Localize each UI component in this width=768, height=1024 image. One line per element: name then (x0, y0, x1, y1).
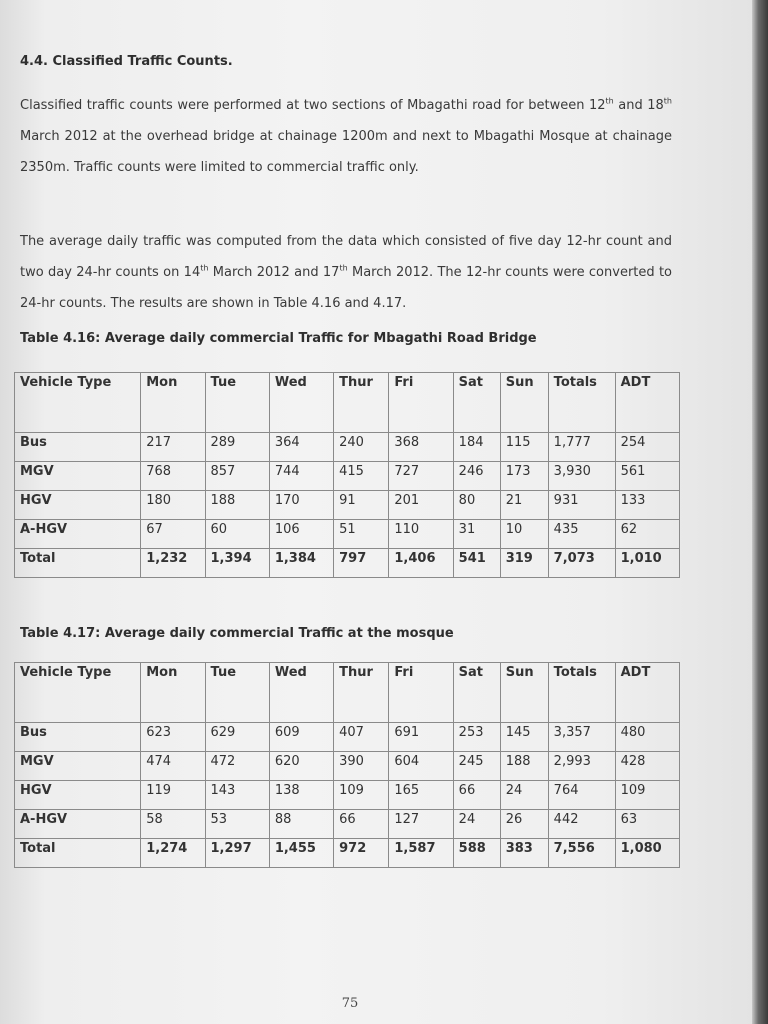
traffic-table-mosque (14, 662, 680, 868)
ordinal-suffix: th (605, 96, 614, 106)
table-cell: 26 (500, 810, 548, 839)
table-cell: 1,406 (389, 549, 453, 578)
table-cell: 109 (615, 781, 679, 810)
table-cell: 143 (205, 781, 269, 810)
table-cell: 629 (205, 723, 269, 752)
table-caption-4-16: Table 4.16: Average daily commercial Traffic for Mbagathi Road Bridge (20, 331, 537, 346)
table-cell: 623 (141, 723, 205, 752)
table-cell: 797 (334, 549, 389, 578)
table-cell: 1,010 (615, 549, 679, 578)
table-header-row (15, 663, 680, 723)
table-cell: 66 (334, 810, 389, 839)
binding-edge (752, 0, 768, 1024)
table-cell: 24 (500, 781, 548, 810)
table-cell: 764 (548, 781, 615, 810)
table-cell: 165 (389, 781, 453, 810)
table-cell: 1,384 (269, 549, 333, 578)
table-cell: 217 (141, 433, 205, 462)
table-cell: 63 (615, 810, 679, 839)
ordinal-suffix: th (200, 263, 209, 273)
table-cell: 245 (453, 752, 500, 781)
table-cell: 3,357 (548, 723, 615, 752)
table-cell: 188 (205, 491, 269, 520)
table-cell: 7,556 (548, 839, 615, 868)
table-cell: 145 (500, 723, 548, 752)
table-cell: 604 (389, 752, 453, 781)
table-cell: 91 (334, 491, 389, 520)
column-header: Thur (334, 373, 389, 433)
paragraph-text: The average daily traffic was computed from the data which consisted of five day 12-hr count and two day 24-hr counts on 14 (20, 234, 672, 280)
table-cell: 407 (334, 723, 389, 752)
paragraph-text: March 2012 and 17 (208, 265, 340, 280)
table-cell: 53 (205, 810, 269, 839)
row-label: Bus (15, 723, 141, 752)
paragraph-classified-counts (20, 90, 672, 183)
paragraph-average-daily-traffic (20, 226, 672, 319)
table-cell: 51 (334, 520, 389, 549)
table-cell: 80 (453, 491, 500, 520)
table-cell: 1,232 (141, 549, 205, 578)
table-cell: 58 (141, 810, 205, 839)
column-header: Wed (269, 663, 333, 723)
table-cell: 442 (548, 810, 615, 839)
column-header: Tue (205, 663, 269, 723)
table-cell: 474 (141, 752, 205, 781)
table-cell: 931 (548, 491, 615, 520)
table-cell: 1,777 (548, 433, 615, 462)
table-cell: 744 (269, 462, 333, 491)
table-cell: 480 (615, 723, 679, 752)
table-row (15, 752, 680, 781)
table-cell: 972 (334, 839, 389, 868)
column-header: Vehicle Type (15, 373, 141, 433)
row-label: Total (15, 839, 141, 868)
column-header: Sun (500, 663, 548, 723)
table-caption-4-17: Table 4.17: Average daily commercial Traffic at the mosque (20, 626, 454, 641)
table-cell: 170 (269, 491, 333, 520)
row-label: MGV (15, 752, 141, 781)
column-header: ADT (615, 373, 679, 433)
table-cell: 768 (141, 462, 205, 491)
table-cell: 541 (453, 549, 500, 578)
table-cell: 390 (334, 752, 389, 781)
section-heading: 4.4. Classified Traffic Counts. (20, 54, 233, 69)
table-cell: 119 (141, 781, 205, 810)
table-header-row (15, 373, 680, 433)
table-cell: 24 (453, 810, 500, 839)
table-row (15, 549, 680, 578)
column-header: Vehicle Type (15, 663, 141, 723)
table-cell: 31 (453, 520, 500, 549)
table-cell: 1,297 (205, 839, 269, 868)
table-cell: 7,073 (548, 549, 615, 578)
table-row (15, 781, 680, 810)
column-header: Tue (205, 373, 269, 433)
table-cell: 115 (500, 433, 548, 462)
paragraph-text: and 18 (613, 98, 664, 113)
row-label: HGV (15, 781, 141, 810)
table-cell: 727 (389, 462, 453, 491)
table-cell: 67 (141, 520, 205, 549)
column-header: Sun (500, 373, 548, 433)
table-cell: 561 (615, 462, 679, 491)
table-cell: 472 (205, 752, 269, 781)
row-label: HGV (15, 491, 141, 520)
column-header: Fri (389, 663, 453, 723)
column-header: Totals (548, 663, 615, 723)
table-cell: 289 (205, 433, 269, 462)
table-cell: 319 (500, 549, 548, 578)
table-row (15, 491, 680, 520)
table-cell: 620 (269, 752, 333, 781)
row-label: MGV (15, 462, 141, 491)
table-cell: 110 (389, 520, 453, 549)
paragraph-text: March 2012 at the overhead bridge at chainage 1200m and next to Mbagathi Mosque at chainage 2350m. Traffic counts were limited to commercial traffic only. (20, 129, 672, 175)
table-cell: 1,455 (269, 839, 333, 868)
table-cell: 1,394 (205, 549, 269, 578)
table-cell: 1,587 (389, 839, 453, 868)
table-row (15, 810, 680, 839)
table-cell: 180 (141, 491, 205, 520)
column-header: Thur (334, 663, 389, 723)
table-cell: 109 (334, 781, 389, 810)
table-cell: 21 (500, 491, 548, 520)
table-cell: 691 (389, 723, 453, 752)
table-cell: 184 (453, 433, 500, 462)
table-cell: 364 (269, 433, 333, 462)
column-header: Sat (453, 373, 500, 433)
table-row (15, 433, 680, 462)
ordinal-suffix: th (339, 263, 348, 273)
column-header: Totals (548, 373, 615, 433)
table-cell: 3,930 (548, 462, 615, 491)
table-cell: 106 (269, 520, 333, 549)
table-cell: 246 (453, 462, 500, 491)
table-cell: 201 (389, 491, 453, 520)
table-cell: 368 (389, 433, 453, 462)
table-cell: 428 (615, 752, 679, 781)
column-header: Mon (141, 663, 205, 723)
table-row (15, 520, 680, 549)
table-cell: 133 (615, 491, 679, 520)
table-cell: 588 (453, 839, 500, 868)
column-header: ADT (615, 663, 679, 723)
traffic-table-bridge (14, 372, 680, 578)
table-row (15, 462, 680, 491)
column-header: Wed (269, 373, 333, 433)
table-cell: 60 (205, 520, 269, 549)
table-row (15, 839, 680, 868)
table-cell: 10 (500, 520, 548, 549)
table-cell: 1,274 (141, 839, 205, 868)
row-label: A-HGV (15, 810, 141, 839)
page-number: 75 (341, 996, 359, 1011)
paragraph-text: March 2012. The 12-hr counts were converted to 24-hr counts. The results are shown in Table 4.16 and 4.17. (20, 265, 673, 311)
table-cell: 173 (500, 462, 548, 491)
table-cell: 66 (453, 781, 500, 810)
table-cell: 253 (453, 723, 500, 752)
table-cell: 609 (269, 723, 333, 752)
row-label: Total (15, 549, 141, 578)
table-cell: 435 (548, 520, 615, 549)
column-header: Mon (141, 373, 205, 433)
table-cell: 62 (615, 520, 679, 549)
table-cell: 857 (205, 462, 269, 491)
table-cell: 88 (269, 810, 333, 839)
table-cell: 188 (500, 752, 548, 781)
table-cell: 138 (269, 781, 333, 810)
row-label: A-HGV (15, 520, 141, 549)
ordinal-suffix: th (663, 96, 672, 106)
table-cell: 254 (615, 433, 679, 462)
table-cell: 2,993 (548, 752, 615, 781)
table-cell: 240 (334, 433, 389, 462)
table-cell: 383 (500, 839, 548, 868)
table-cell: 1,080 (615, 839, 679, 868)
column-header: Sat (453, 663, 500, 723)
row-label: Bus (15, 433, 141, 462)
table-row (15, 723, 680, 752)
table-cell: 415 (334, 462, 389, 491)
column-header: Fri (389, 373, 453, 433)
paragraph-text: Classified traffic counts were performed at two sections of Mbagathi road for between 12 (20, 98, 606, 113)
table-cell: 127 (389, 810, 453, 839)
